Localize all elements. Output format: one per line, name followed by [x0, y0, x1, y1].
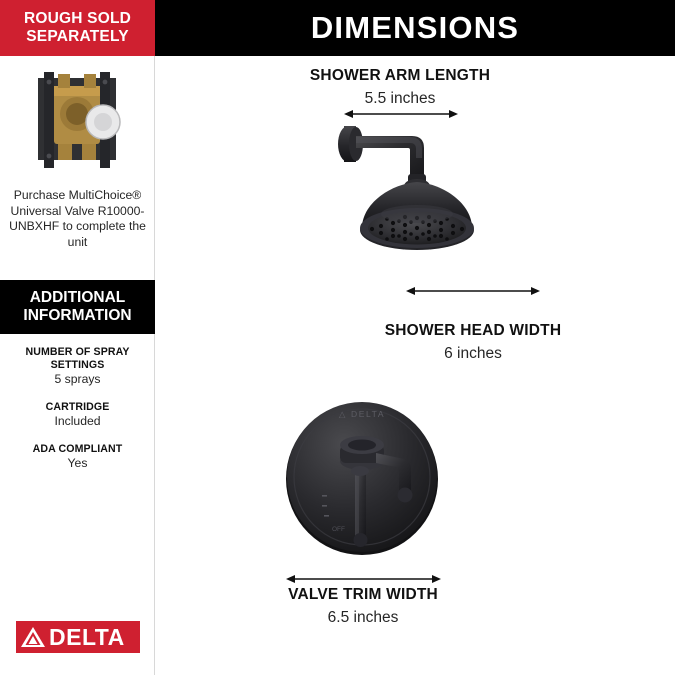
spec-value: 5 sprays — [54, 372, 101, 386]
additional-banner-line-1: ADDITIONAL — [29, 289, 126, 306]
spec-value: Included — [54, 414, 101, 428]
shower-head-illustration — [320, 118, 555, 308]
shower-arm-length-title: SHOWER ARM LENGTH — [309, 67, 491, 84]
shower-head-width-arrow — [406, 285, 540, 297]
valve-trim-width-title: VALVE TRIM WIDTH — [288, 586, 438, 603]
delta-logo — [16, 621, 140, 653]
valve-trim-width-value: 6.5 inches — [327, 609, 399, 626]
spec-label: CARTRIDGE — [45, 401, 110, 413]
spec-item — [0, 443, 155, 471]
svg-text:△ DELTA: △ DELTA — [338, 409, 386, 419]
delta-wordmark: DELTA — [49, 623, 125, 650]
shower-head-width-value: 6 inches — [444, 345, 502, 362]
sidebar — [0, 0, 155, 675]
spec-label: ADA COMPLIANT — [32, 443, 123, 455]
rough-banner-line-1: ROUGH SOLD — [23, 10, 132, 27]
page-title: DIMENSIONS — [310, 10, 520, 45]
spec-list — [0, 346, 155, 485]
spec-label: NUMBER OF SPRAY SETTINGS — [25, 346, 130, 371]
additional-information-banner — [0, 280, 155, 334]
valve-trim-width-arrow — [286, 573, 441, 585]
delta-triangle-icon — [20, 625, 46, 649]
shower-arm-length-value: 5.5 inches — [364, 90, 436, 107]
rough-in-caption: Purchase MultiChoice® Universal Valve R10000-UNBXHF to complete the unit — [9, 188, 146, 249]
svg-text:OFF: OFF — [332, 526, 345, 533]
rough-banner-line-2: SEPARATELY — [26, 28, 129, 45]
valve-trim-illustration — [280, 383, 465, 568]
multichoice-universal-valve-rough-in-photo — [0, 56, 155, 186]
spec-item — [0, 401, 155, 429]
header-bar — [155, 0, 675, 56]
spec-item — [0, 346, 155, 387]
spec-value: Yes — [67, 456, 88, 470]
additional-banner-line-2: INFORMATION — [23, 307, 132, 324]
rough-sold-separately-banner — [0, 0, 155, 56]
shower-head-width-title: SHOWER HEAD WIDTH — [384, 322, 562, 339]
